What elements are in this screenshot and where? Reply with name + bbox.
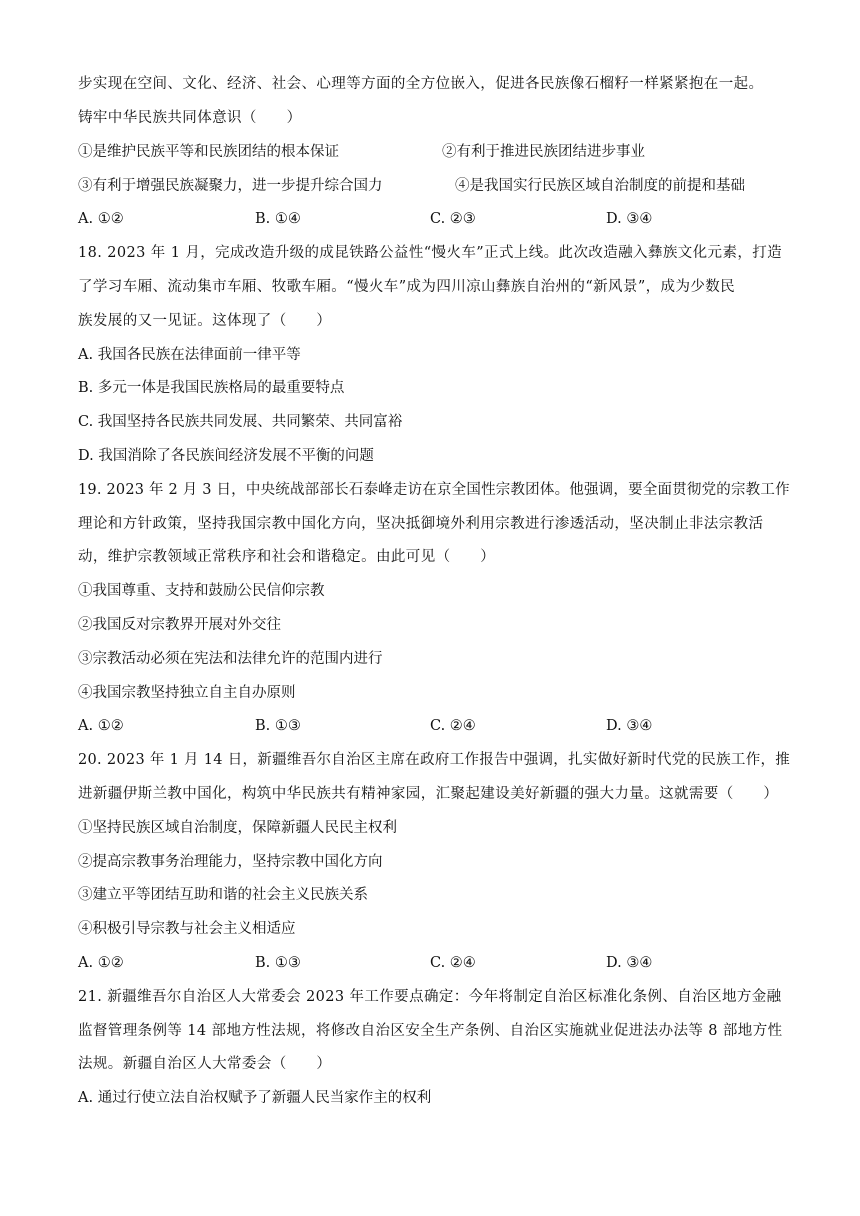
intro-line-1: 步实现在空间、文化、经济、社会、心理等方面的全方位嵌入，促进各民族像石榴籽一样紧紧抱在一起。	[78, 76, 764, 92]
q18-option-a[interactable]: A. 我国各民族在法律面前一律平等	[78, 347, 301, 363]
q18-option-c[interactable]: C. 我国坚持各民族共同发展、共同繁荣、共同富裕	[78, 414, 403, 430]
q19-option-d[interactable]: D. ③④	[606, 718, 653, 734]
q20-statement-3: ③建立平等团结互助和谐的社会主义民族关系	[78, 887, 368, 903]
q18-option-b[interactable]: B. 多元一体是我国民族格局的最重要特点	[78, 380, 345, 396]
q19-statement-4: ④我国宗教坚持独立自主自办原则	[78, 685, 296, 701]
q19-statement-3: ③宗教活动必须在宪法和法律允许的范围内进行	[78, 651, 383, 667]
q21-option-a[interactable]: A. 通过行使立法自治权赋予了新疆人民当家作主的权利	[78, 1090, 432, 1106]
q19-stem-line-3: 动，维护宗教领域正常秩序和社会和谐稳定。由此可见（ ）	[78, 549, 496, 565]
q20-statement-2: ②提高宗教事务治理能力，坚持宗教中国化方向	[78, 854, 383, 870]
intro-line-2: 铸牢中华民族共同体意识（ ）	[78, 110, 302, 126]
q17-option-a[interactable]: A. ①②	[78, 211, 124, 227]
q19-option-c[interactable]: C. ②④	[430, 718, 476, 734]
q18-option-d[interactable]: D. 我国消除了各民族间经济发展不平衡的问题	[78, 448, 374, 464]
q20-stem-line-2: 进新疆伊斯兰教中国化，构筑中华民族共有精神家园，汇聚起建设美好新疆的强大力量。这就需要（ ）	[78, 786, 779, 802]
q17-statement-4: ④是我国实行民族区域自治制度的前提和基础	[455, 178, 745, 194]
q20-option-c[interactable]: C. ②④	[430, 955, 476, 971]
q17-statement-1: ①是维护民族平等和民族团结的根本保证	[78, 144, 339, 160]
q20-statement-4: ④积极引导宗教与社会主义相适应	[78, 921, 296, 937]
q20-option-b[interactable]: B. ①③	[255, 955, 301, 971]
q19-statement-1: ①我国尊重、支持和鼓励公民信仰宗教	[78, 583, 325, 599]
q21-stem-line-3: 法规。新疆自治区人大常委会（ ）	[78, 1056, 332, 1072]
q17-statement-2: ②有利于推进民族团结进步事业	[442, 144, 645, 160]
q17-statement-3: ③有利于增强民族凝聚力，进一步提升综合国力	[78, 178, 383, 194]
q19-option-a[interactable]: A. ①②	[78, 718, 124, 734]
q19-stem-line-2: 理论和方针政策，坚持我国宗教中国化方向，坚决抵御境外利用宗教进行渗透活动，坚决制止非法宗教活	[78, 516, 764, 532]
q19-statement-2: ②我国反对宗教界开展对外交往	[78, 617, 281, 633]
q21-stem-line-1: 21. 新疆维吾尔自治区人大常委会 2023 年工作要点确定：今年将制定自治区标准化条例、自治区地方金融	[78, 989, 782, 1005]
q21-stem-line-2: 监督管理条例等 14 部地方性法规，将修改自治区安全生产条例、自治区实施就业促进法办法等 8 部地方性	[78, 1023, 783, 1039]
q18-stem-line-1: 18. 2023 年 1 月，完成改造升级的成昆铁路公益性“慢火车”正式上线。此次改造融入彝族文化元素，打造	[78, 245, 783, 261]
q20-option-a[interactable]: A. ①②	[78, 955, 124, 971]
q19-stem-line-1: 19. 2023 年 2 月 3 日，中央统战部部长石泰峰走访在京全国性宗教团体。他强调，要全面贯彻党的宗教工作	[78, 482, 790, 498]
q18-stem-line-3: 族发展的又一见证。这体现了（ ）	[78, 313, 332, 329]
q19-option-b[interactable]: B. ①③	[255, 718, 301, 734]
q17-option-d[interactable]: D. ③④	[606, 211, 653, 227]
q18-stem-line-2: 了学习车厢、流动集市车厢、牧歌车厢。“慢火车”成为四川凉山彝族自治州的“新风景”，成为少数民	[78, 279, 736, 295]
q17-option-c[interactable]: C. ②③	[430, 211, 476, 227]
q20-statement-1: ①坚持民族区域自治制度，保障新疆人民民主权利	[78, 820, 397, 836]
q20-option-d[interactable]: D. ③④	[606, 955, 653, 971]
q17-option-b[interactable]: B. ①④	[255, 211, 301, 227]
q20-stem-line-1: 20. 2023 年 1 月 14 日，新疆维吾尔自治区主席在政府工作报告中强调，扎实做好新时代党的民族工作，推	[78, 752, 791, 768]
